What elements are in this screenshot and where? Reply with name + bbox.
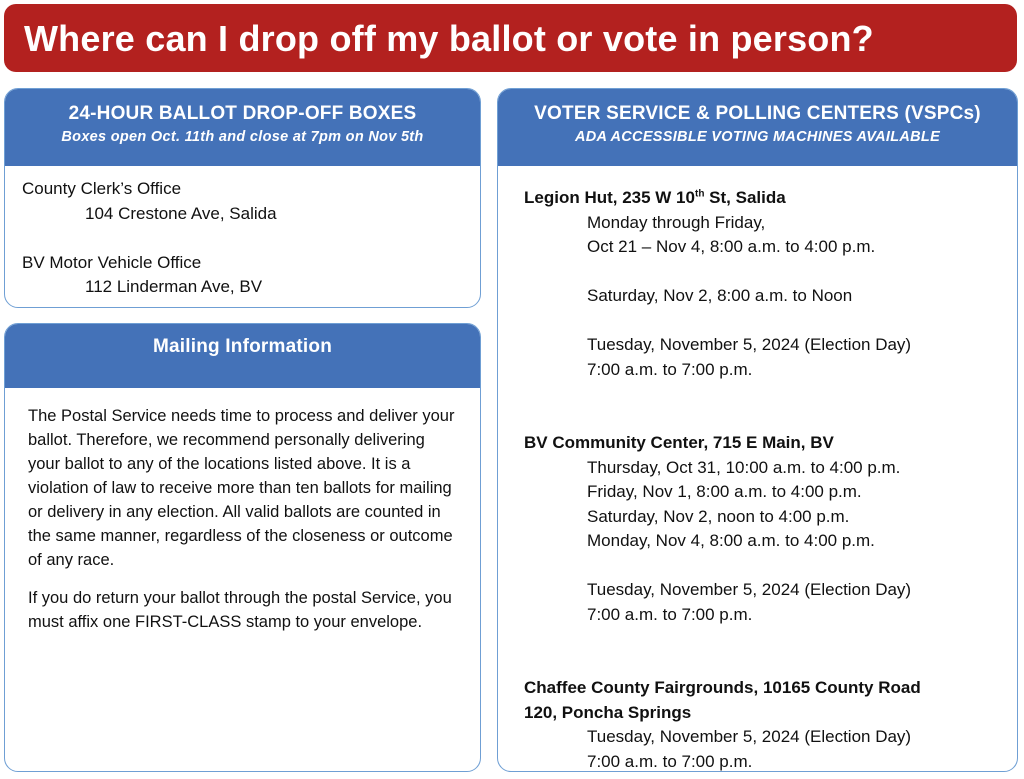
vspc-hours-line: Saturday, Nov 2, noon to 4:00 p.m. — [587, 506, 850, 526]
page-title-banner — [4, 4, 1017, 72]
vspc-locations — [498, 166, 1017, 772]
vspc-hours-line: Friday, Nov 1, 8:00 a.m. to 4:00 p.m. — [587, 482, 862, 501]
dropoff-location-name: BV Motor Vehicle Office — [22, 252, 202, 272]
mailing-info-panel — [4, 323, 481, 772]
vspc-hours-line: Monday, Nov 4, 8:00 a.m. to 4:00 p.m. — [587, 531, 875, 550]
dropoff-panel-header — [5, 89, 480, 166]
vspc-location-name: Legion Hut, 235 W 10th St, Salida — [524, 188, 786, 207]
mailing-title: Mailing Information — [152, 336, 332, 357]
vspc-hours-line: 7:00 a.m. to 7:00 p.m. — [587, 604, 753, 624]
mailing-panel-header — [5, 324, 480, 388]
dropoff-location-address: 104 Crestone Ave, Salida — [85, 203, 277, 223]
vspc-title: VOTER SERVICE & POLLING CENTERS (VSPCs) — [534, 103, 981, 124]
vspc-hours-line: Thursday, Oct 31, 10:00 a.m. to 4:00 p.m. — [587, 457, 901, 477]
vspc-hours-line: 7:00 a.m. to 7:00 p.m. — [587, 751, 753, 771]
vspc-panel-header — [498, 89, 1017, 166]
vspc-hours-line: Monday through Friday, — [587, 212, 766, 232]
vspc-hours-line: Saturday, Nov 2, 8:00 a.m. to Noon — [587, 286, 853, 305]
vspc-hours-line: 7:00 a.m. to 7:00 p.m. — [587, 359, 753, 379]
vspc-panel — [497, 88, 1018, 772]
vspc-hours-line: Oct 21 – Nov 4, 8:00 a.m. to 4:00 p.m. — [587, 237, 876, 256]
dropoff-locations — [5, 166, 480, 300]
dropoff-title: 24-HOUR BALLOT DROP-OFF BOXES — [68, 103, 417, 124]
vspc-hours-line: Tuesday, November 5, 2024 (Election Day) — [587, 727, 912, 746]
vspc-hours-line: Tuesday, November 5, 2024 (Election Day) — [587, 580, 912, 599]
dropoff-subtitle: Boxes open Oct. 11th and close at 7pm on Nov 5th — [61, 129, 424, 145]
mailing-paragraph: If you do return your ballot through the postal Service, you must affix one FIRST-CLASS stamp to your envelope. — [28, 589, 452, 631]
vspc-location-name-cont: 120, Poncha Springs — [524, 702, 692, 722]
dropoff-location-name: County Clerk’s Office — [22, 179, 182, 198]
dropoff-location-address: 112 Linderman Ave, BV — [85, 277, 263, 296]
vspc-location-name: BV Community Center, 715 E Main, BV — [524, 433, 834, 452]
page-title: Where can I drop off my ballot or vote in person? — [24, 18, 874, 59]
mailing-paragraph: The Postal Service needs time to process and deliver your ballot. Therefore, we recommend personally delivering your ballot to any of the locations listed above. It is a violation of law to receive more than ten ballots for mailing or delivery in any election. All valid ballots are counted in the same manner, regardless of the closeness or outcome of any race. — [28, 407, 455, 569]
vspc-hours-line: Tuesday, November 5, 2024 (Election Day) — [587, 335, 912, 354]
mailing-content — [5, 388, 480, 634]
vspc-location-name: Chaffee County Fairgrounds, 10165 County Road — [524, 678, 921, 697]
vspc-subtitle: ADA ACCESSIBLE VOTING MACHINES AVAILABLE — [574, 129, 941, 145]
dropoff-boxes-panel — [4, 88, 481, 308]
